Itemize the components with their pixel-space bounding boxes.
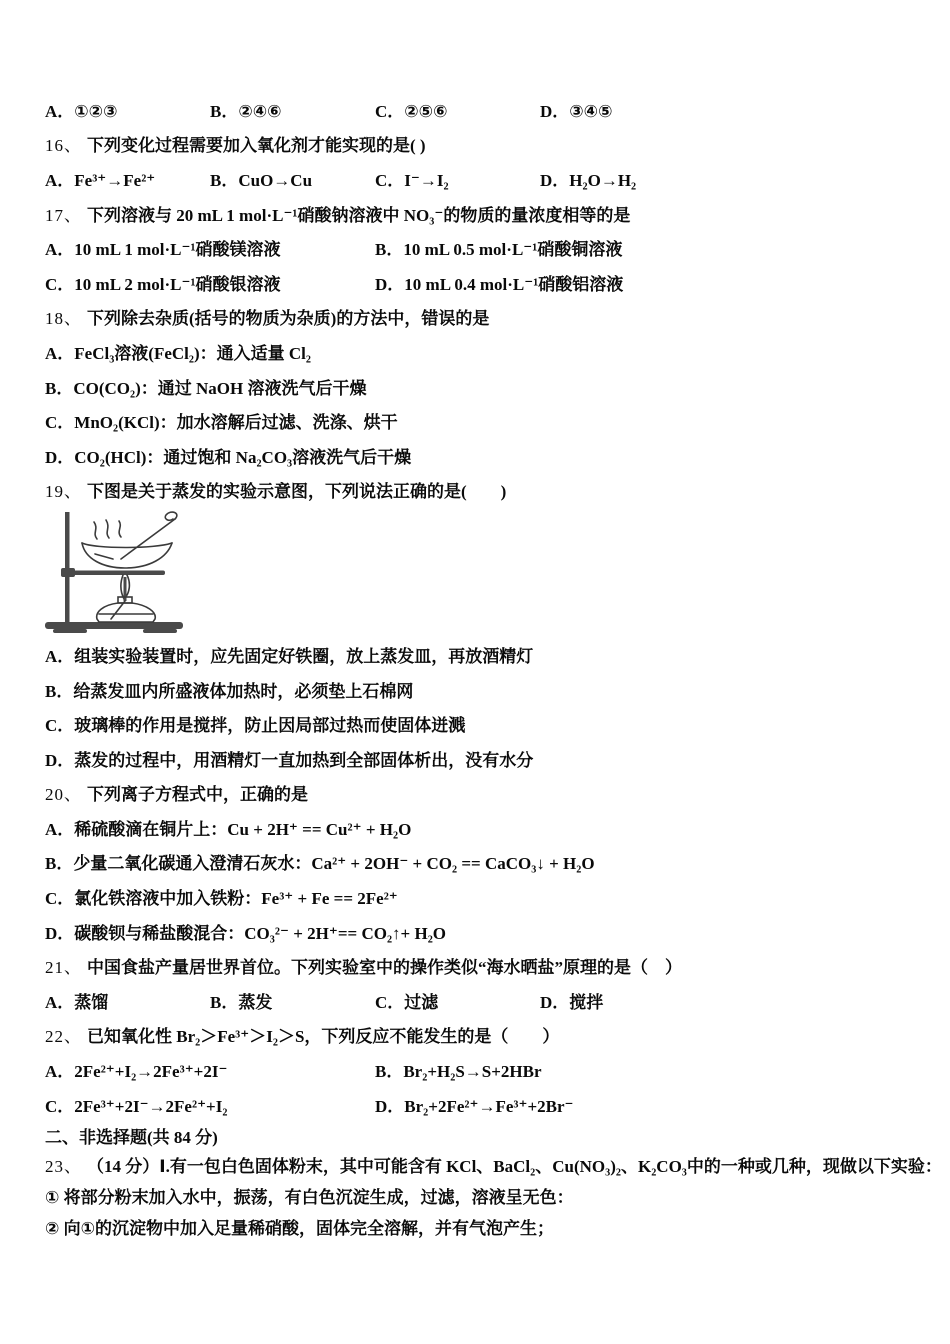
q23-number: 23、 [45,1157,82,1177]
q17-option-b: B．10 mL 0.5 mol·L⁻¹硝酸铜溶液 [375,240,623,260]
section2-title-text: 二、非选择题(共 84 分) [45,1127,218,1147]
q19-option-d [45,743,935,778]
q16-option-b: B．CuO→Cu [210,170,313,190]
q19-stem-text: 下图是关于蒸发的实验示意图，下列说法正确的是( ) [87,482,507,502]
q17-stem [45,198,935,233]
q17-options-row-2 [45,267,935,302]
q18-stem-text: 下列除去杂质(括号的物质为杂质)的方法中，错误的是 [87,309,490,329]
q18-number: 18、 [45,309,82,329]
q23-stem [45,1151,942,1182]
q16-option-c: C．I⁻→I₂ [375,170,449,190]
q22-stem-text: 已知氧化性 Br₂＞Fe³⁺＞I₂＞S，下列反应不能发生的是（ ） [87,1027,560,1047]
q18-option-d-text: D．CO₂(HCl)：通过饱和 Na₂CO₃溶液洗气后干燥 [45,447,412,467]
q20-option-a [45,812,935,847]
q18-option-c [45,405,935,440]
q23-step-1 [45,1182,935,1212]
q20-option-b [45,847,935,882]
evaporation-apparatus-figure [35,509,190,637]
q20-number: 20、 [45,785,82,805]
prev-option-b: B．②④⑥ [210,101,282,121]
q18-option-b-text: B．CO(CO₂)：通过 NaOH 溶液洗气后干燥 [45,378,367,398]
q22-stem [45,1020,935,1055]
q17-option-c: C．10 mL 2 mol·L⁻¹硝酸银溶液 [45,274,281,294]
q19-option-b [45,674,935,709]
q21-option-b: B．蒸发 [210,992,273,1012]
q18-stem [45,302,935,337]
q17-options-row-1 [45,232,935,267]
q20-option-d-text: D．碳酸钡与稀盐酸混合：CO₃²⁻ + 2H⁺== CO₂↑+ H₂O [45,923,447,943]
q22-number: 22、 [45,1027,82,1047]
section2-header [45,1123,935,1151]
q23-step-1-text: ① 将部分粉末加入水中，振荡，有白色沉淀生成，过滤，溶液呈无色： [45,1187,574,1207]
q21-options-row [45,985,935,1020]
q21-number: 21、 [45,958,82,978]
q22-option-a: A．2Fe²⁺+I₂→2Fe³⁺+2I⁻ [45,1062,228,1082]
q21-stem [45,950,935,985]
q16-stem [45,129,935,164]
prev-option-a: A．①②③ [45,101,118,121]
q19-option-d-text: D．蒸发的过程中，用酒精灯一直加热到全部固体析出，没有水分 [45,750,534,770]
q21-option-c: C．过滤 [375,992,439,1012]
q19-option-b-text: B．给蒸发皿内所盛液体加热时，必须垫上石棉网 [45,681,414,701]
q20-option-d [45,916,935,951]
q19-stem [45,475,935,510]
q16-stem-text: 下列变化过程需要加入氧化剂才能实现的是( ) [87,136,426,156]
prev-option-c: C．②⑤⑥ [375,101,448,121]
q21-stem-text: 中国食盐产量居世界首位。下列实验室中的操作类似“海水晒盐”原理的是（ ） [87,958,682,978]
q17-stem-text: 下列溶液与 20 mL 1 mol·L⁻¹硝酸钠溶液中 NO₃⁻的物质的量浓度相等的是 [87,205,631,225]
q16-option-d: D．H₂O→H₂ [540,170,637,190]
q16-number: 16、 [45,136,82,156]
q16-option-a: A．Fe³⁺→Fe²⁺ [45,170,156,190]
q20-option-c [45,881,935,916]
steam-wisps [94,520,121,539]
q22-option-b: B．Br₂+H₂S→S+2HBr [375,1062,542,1082]
q19-figure [45,509,935,639]
q19-option-c [45,708,935,743]
q22-options-row-2 [45,1089,935,1124]
q20-stem-text: 下列离子方程式中，正确的是 [87,785,308,805]
glass-rod [121,512,177,559]
q19-option-c-text: C．玻璃棒的作用是搅拌，防止因局部过热而使固体迸溅 [45,716,466,736]
q23-step-2-text: ② 向①的沉淀物中加入足量稀硝酸，固体完全溶解，并有气泡产生； [45,1218,555,1238]
q23-step-2 [45,1212,935,1244]
q21-option-a: A．蒸馏 [45,992,109,1012]
q20-stem [45,778,935,813]
q22-option-c: C．2Fe³⁺+2I⁻→2Fe²⁺+I₂ [45,1096,228,1116]
q19-number: 19、 [45,482,82,502]
prev-option-d: D．③④⑤ [540,101,613,121]
ring-clamp [61,568,165,577]
q21-option-d: D．搅拌 [540,992,604,1012]
q18-option-d [45,440,935,475]
q20-option-c-text: C．氯化铁溶液中加入铁粉：Fe³⁺ + Fe == 2Fe²⁺ [45,889,398,909]
q17-option-d: D．10 mL 0.4 mol·L⁻¹硝酸铝溶液 [375,274,624,294]
q19-option-a [45,639,935,674]
q20-option-b-text: B．少量二氧化碳通入澄清石灰水：Ca²⁺ + 2OH⁻ + CO₂ == CaCO₃↓ + H₂O [45,854,595,874]
q18-option-a [45,336,935,371]
q22-options-row-1 [45,1054,935,1089]
q17-number: 17、 [45,205,82,225]
q16-options-row [45,163,935,198]
q22-option-d: D．Br₂+2Fe²⁺→Fe³⁺+2Br⁻ [375,1096,574,1116]
q23-stem-text: （14 分）Ⅰ.有一包白色固体粉末，其中可能含有 KCl、BaCl₂、Cu(NO₃)₂、K₂CO₃中的一种或几种，现做以下实验： [87,1157,942,1177]
prev-question-options-row [45,94,935,129]
q20-option-a-text: A．稀硫酸滴在铜片上：Cu + 2H⁺ == Cu²⁺ + H₂O [45,819,412,839]
q18-option-b [45,371,935,406]
q18-option-c-text: C．MnO₂(KCl)：加水溶解后过滤、洗涤、烘干 [45,413,398,433]
q18-option-a-text: A．FeCl₃溶液(FeCl₂)：通入适量 Cl₂ [45,343,311,363]
q17-option-a: A．10 mL 1 mol·L⁻¹硝酸镁溶液 [45,240,281,260]
q19-option-a-text: A．组装实验装置时，应先固定好铁圈，放上蒸发皿，再放酒精灯 [45,646,534,666]
